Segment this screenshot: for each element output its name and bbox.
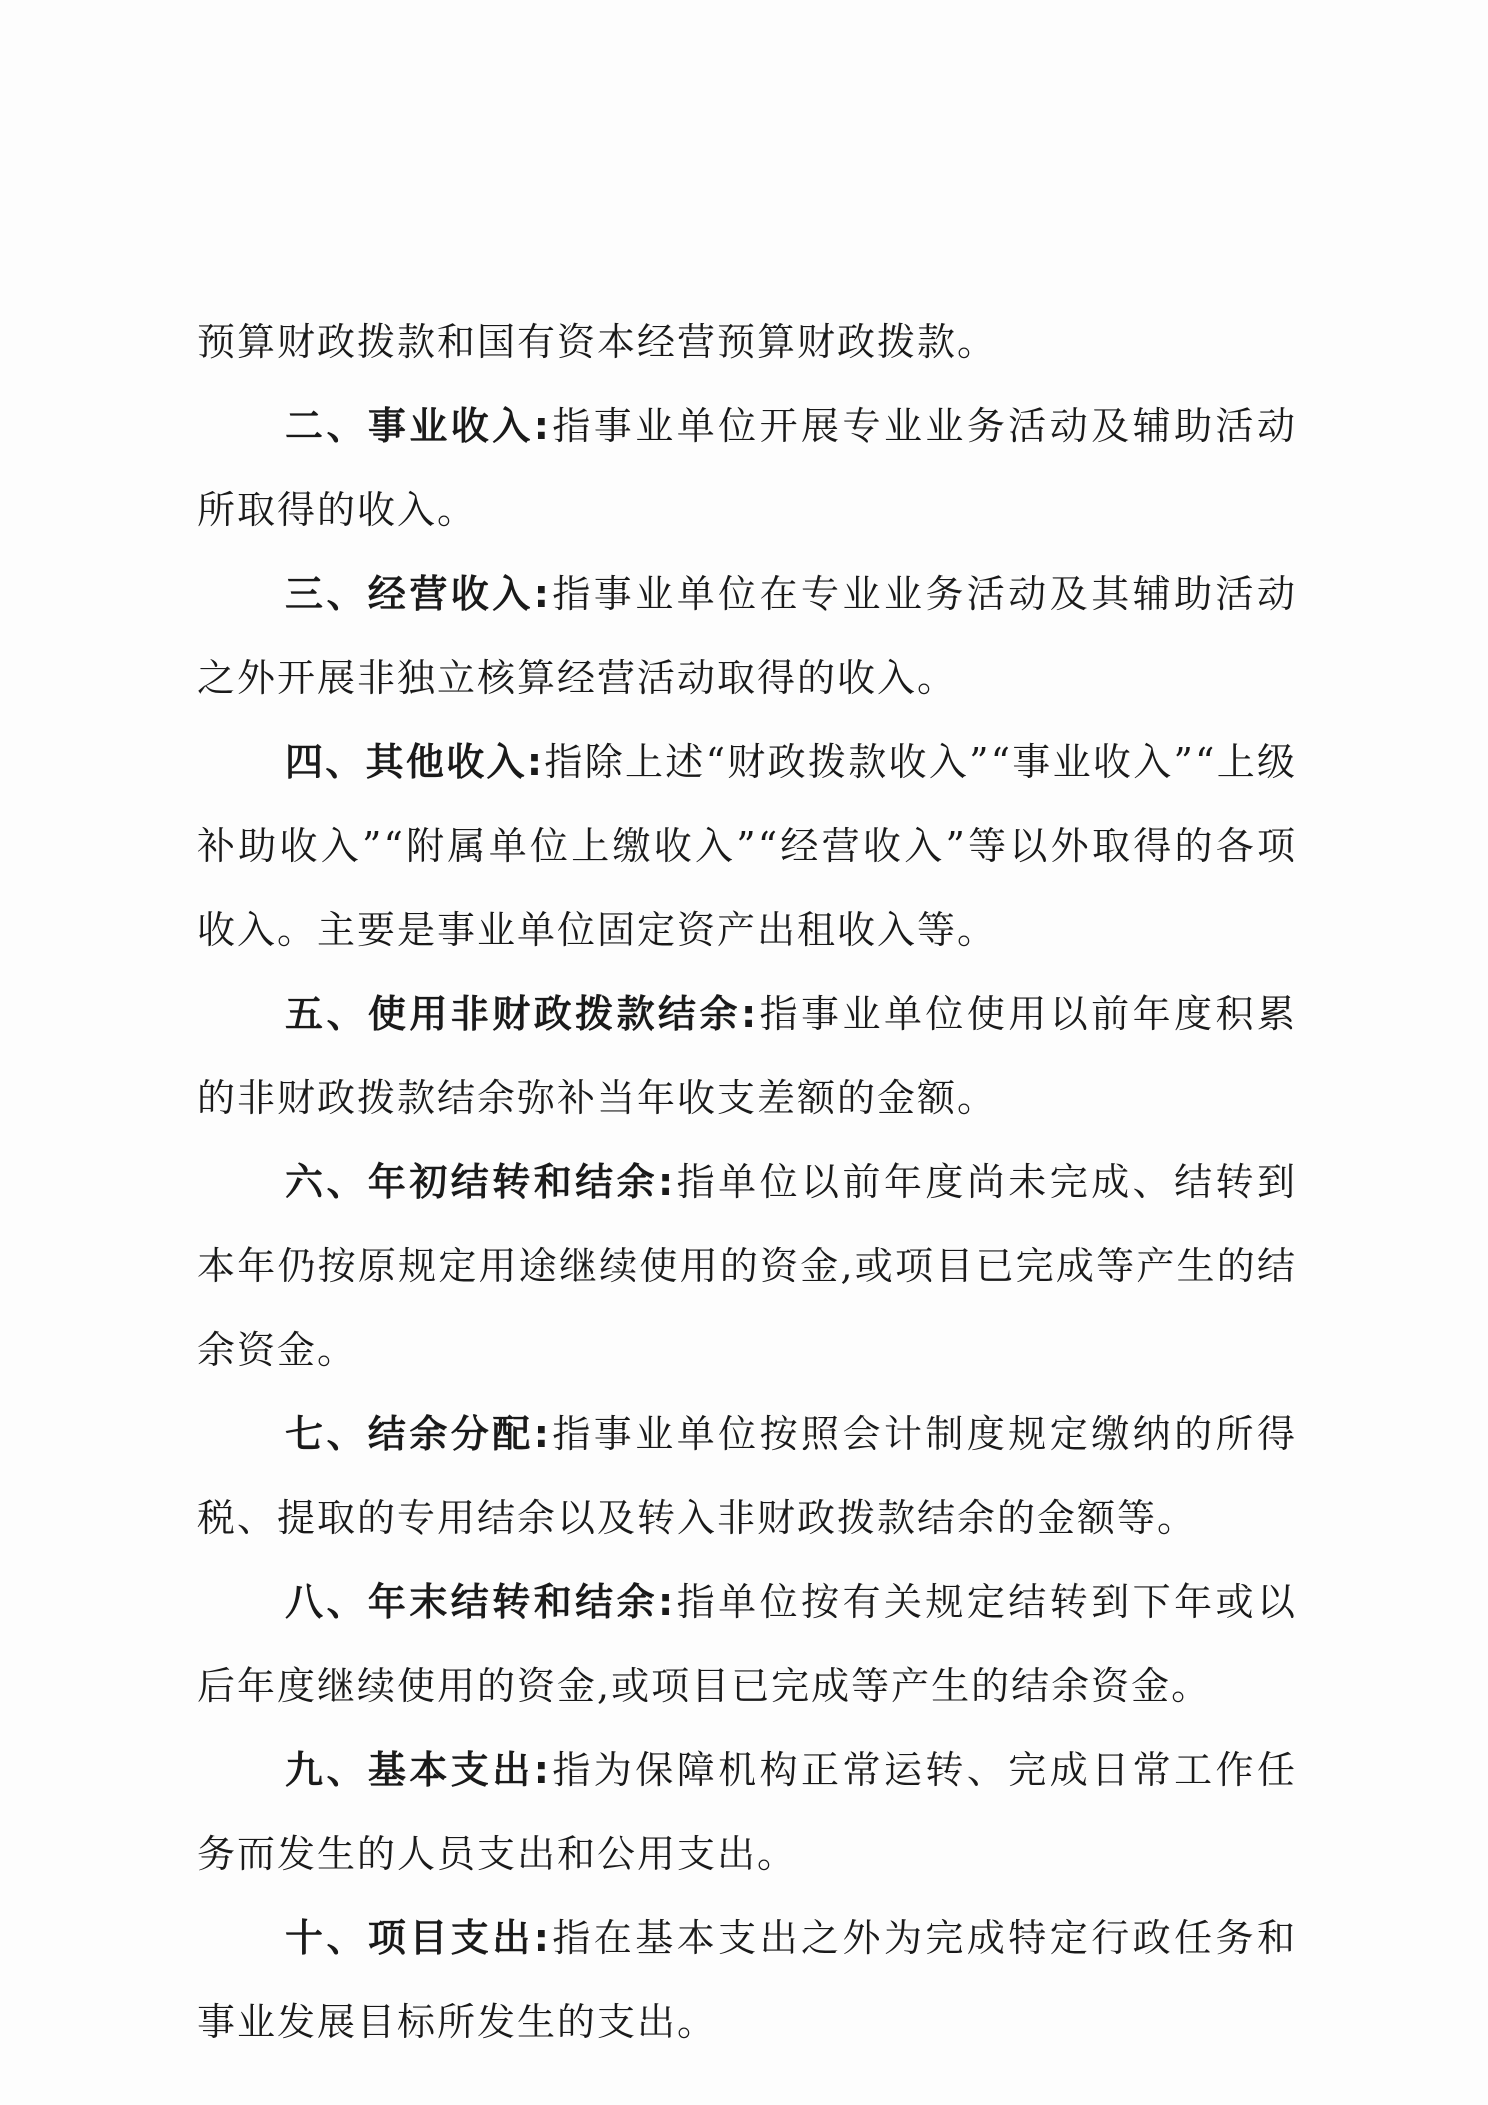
definition-text: 指事业单位按照会计制度规定缴纳的所得税、提取的专用结余以及转入非财政拨款结余的金额等。	[197, 1412, 1297, 1540]
definition-paragraph-4	[197, 720, 1297, 972]
definition-text: 指事业单位使用以前年度积累的非财政拨款结余弥补当年收支差额的金额。	[197, 992, 1297, 1120]
definition-term: 三、经营收入:	[285, 572, 551, 616]
definition-paragraph-3	[197, 552, 1297, 720]
definition-paragraph-8	[197, 1560, 1297, 1728]
definition-text: 指单位以前年度尚未完成、结转到本年仍按原规定用途继续使用的资金,或项目已完成等产生的结余资金。	[197, 1160, 1297, 1372]
definition-term: 九、基本支出:	[285, 1748, 551, 1792]
definition-paragraph-2	[197, 384, 1297, 552]
definition-paragraph-7	[197, 1392, 1297, 1560]
definition-term: 六、年初结转和结余:	[285, 1160, 676, 1204]
definition-paragraph-6	[197, 1140, 1297, 1392]
definition-text: 指单位按有关规定结转到下年或以后年度继续使用的资金,或项目已完成等产生的结余资金。	[197, 1580, 1297, 1708]
definition-paragraph-9	[197, 1728, 1297, 1896]
definition-term: 五、使用非财政拨款结余:	[285, 992, 759, 1036]
definition-text: 指在基本支出之外为完成特定行政任务和事业发展目标所发生的支出。	[197, 1916, 1297, 2044]
definition-text: 指为保障机构正常运转、完成日常工作任务而发生的人员支出和公用支出。	[197, 1748, 1297, 1876]
definition-text: 指事业单位开展专业业务活动及辅助活动所取得的收入。	[197, 404, 1297, 532]
definition-text: 指事业单位在专业业务活动及其辅助活动之外开展非独立核算经营活动取得的收入。	[197, 572, 1297, 700]
definition-term: 二、事业收入:	[285, 404, 551, 448]
definition-term: 八、年末结转和结余:	[285, 1580, 676, 1624]
document-body	[197, 300, 1297, 2064]
definition-term: 四、其他收入:	[285, 740, 545, 784]
definition-term: 十、项目支出:	[285, 1916, 551, 1960]
definition-text: 指除上述“财政拨款收入”“事业收入”“上级补助收入”“附属单位上缴收入”“经营收入”等以外取得的各项收入。主要是事业单位固定资产出租收入等。	[197, 740, 1298, 952]
definition-paragraph-5	[197, 972, 1297, 1140]
continuation-paragraph: 预算财政拨款和国有资本经营预算财政拨款。	[197, 320, 998, 364]
definition-term: 七、结余分配:	[285, 1412, 551, 1456]
definition-paragraph-10	[197, 1896, 1297, 2064]
